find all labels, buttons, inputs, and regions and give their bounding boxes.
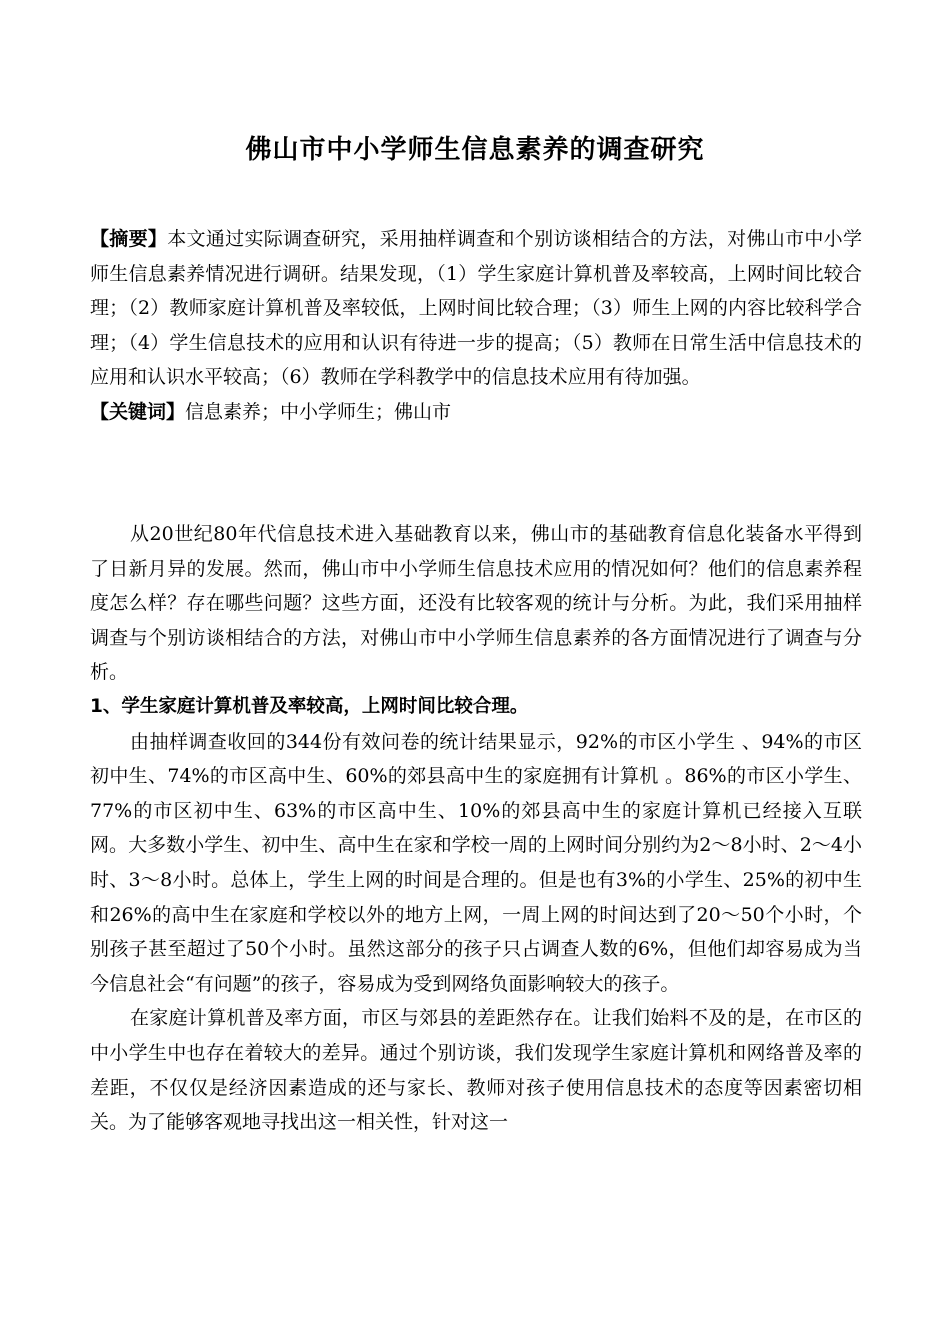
keywords-label: 【关键词】 <box>90 400 186 423</box>
document-title: 佛山市中小学师生信息素养的调查研究 <box>245 135 705 165</box>
section-1-heading: 1、学生家庭计算机普及率较高，上网时间比较合理。 <box>90 695 529 717</box>
abstract-label: 【摘要】 <box>90 228 168 250</box>
section-1-paragraph-2: 在家庭计算机普及率方面，市区与郊县的差距然存在。让我们始料不及的是，在市区的中小学生中也存在着较大的差异。通过个别访谈，我们发现学生家庭计算机和网络普及率的差距，不仅仅是经济因素造成的还与家长、教师对孩子使用信息技术的态度等因素密切相关。为了能够客观地寻找出这一相关性，针对这一 <box>90 1007 862 1134</box>
intro-paragraph: 从20世纪80年代信息技术进入基础教育以来，佛山市的基础教育信息化装备水平得到了日新月异的发展。然而，佛山市中小学师生信息技术应用的情况如何？他们的信息素养程度怎么样？存在哪些问题？这些方面，还没有比较客观的统计与分析。为此，我们采用抽样调查与个别访谈相结合的方法，对佛山市中小学师生信息素养的各方面情况进行了调查与分析。 <box>90 523 862 684</box>
keywords-paragraph <box>90 395 862 430</box>
section-1-paragraph-1: 由抽样调查收回的344份有效问卷的统计结果显示，92%的市区小学生 、94%的市区初中生、74%的市区高中生、60%的郊县高中生的家庭拥有计算机 。86%的市区小学生、77%的市区初中生、63%的市区高中生、10%的郊县高中生的家庭计算机已经接入互联网。大多数小学生、初中生、高中生在家和学校一周的上网时间分别约为2～8小时、2～4小时、3～8小时。总体上，学生上网的时间是合理的。但是也有3%的小学生、25%的初中生和26%的高中生在家庭和学校以外的地方上网，一周上网的时间达到了20～50个小时，个别孩子甚至超过了50个小时。虽然这部分的孩子只占调查人数的6%，但他们却容易成为当今信息社会“有问题”的孩子，容易成为受到网络负面影响较大的孩子。 <box>90 730 862 995</box>
abstract-section <box>90 222 862 430</box>
abstract-text: 本文通过实际调查研究，采用抽样调查和个别访谈相结合的方法，对佛山市中小学师生信息素养情况进行调研。结果发现，（1）学生家庭计算机普及率较高，上网时间比较合理；（2）教师家庭计算机普及率较低，上网时间比较合理；（3）师生上网的内容比较科学合理；（4）学生信息技术的应用和认识有待进一步的提高；（5）教师在日常生活中信息技术的应用和认识水平较高；（6）教师在学科教学中的信息技术应用有待加强。 <box>90 228 862 389</box>
main-body <box>90 517 862 1140</box>
abstract-paragraph <box>90 222 862 395</box>
keywords-text: 信息素养；中小学师生；佛山市 <box>185 400 452 423</box>
